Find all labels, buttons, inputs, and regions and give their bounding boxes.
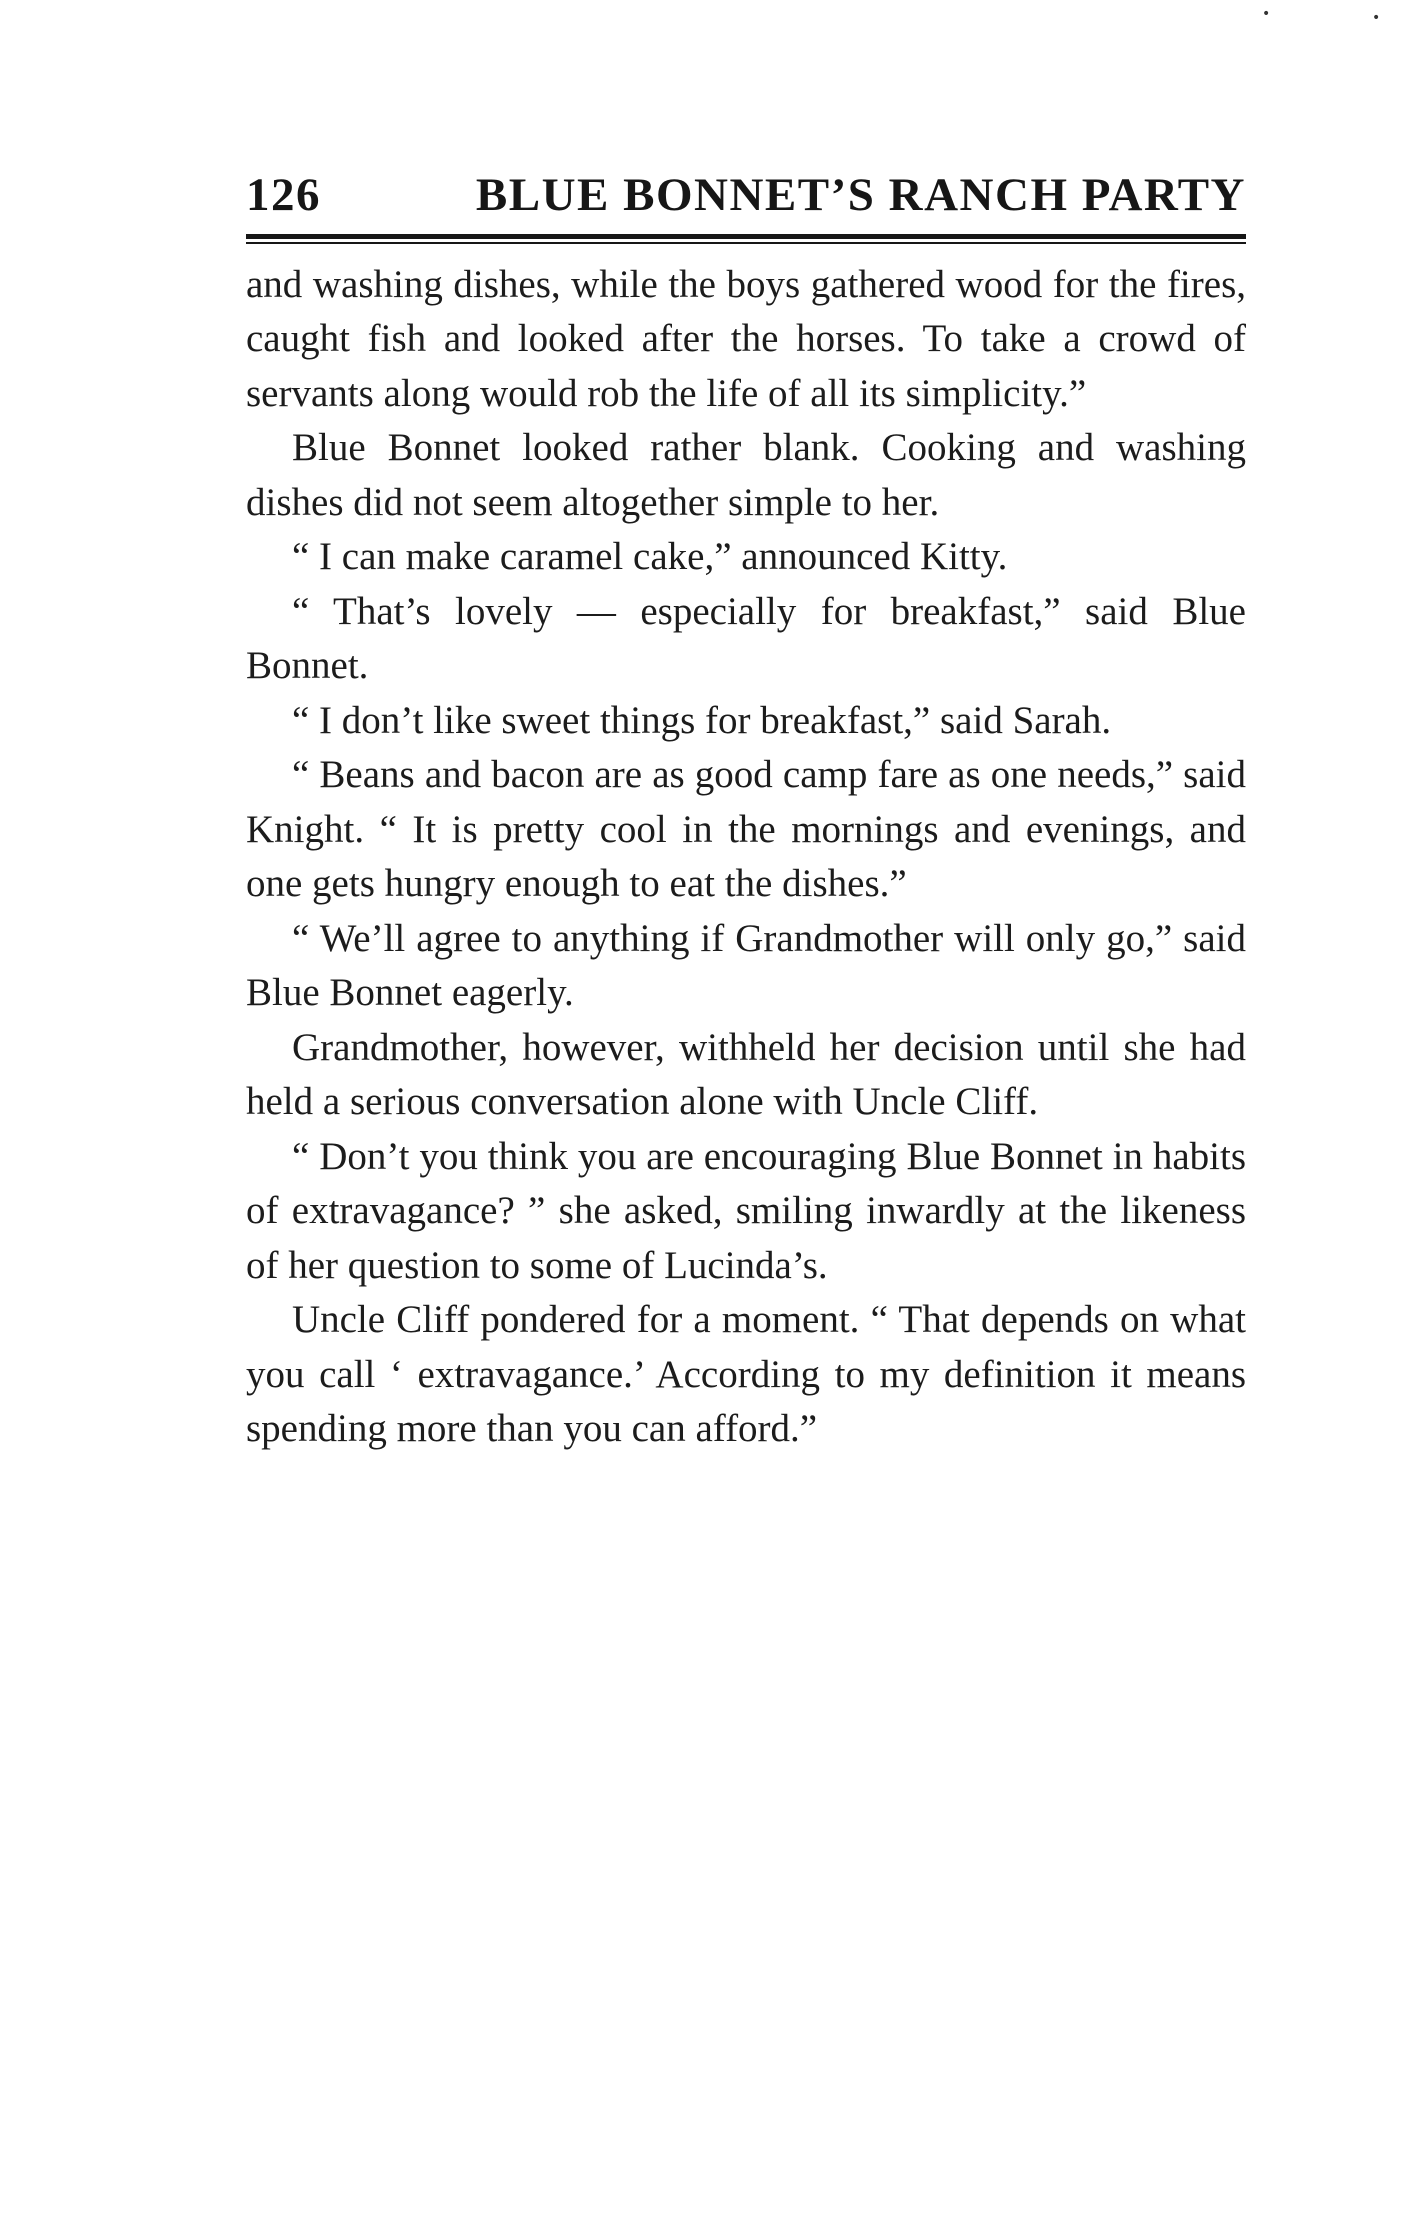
header-rule-thick — [246, 234, 1246, 239]
paragraph: “ Beans and bacon are as good camp fare as one needs,” said Knight. “ It is pretty cool in the mornings and evenings, and one gets hungry enough to eat the dishes.” — [246, 753, 1246, 906]
running-title: BLUE BONNET’S RANCH PARTY — [475, 169, 1246, 221]
paragraph: Grandmother, however, withheld her decision until she had held a serious conversation alone with Uncle Cliff. — [246, 1025, 1246, 1124]
body-text — [246, 258, 1246, 1457]
paragraph: Blue Bonnet looked rather blank. Cooking and washing dishes did not seem altogether simple to her. — [246, 426, 1246, 524]
book-page — [246, 170, 1246, 1457]
scan-speck: • — [1372, 10, 1381, 26]
paragraph: “ I can make caramel cake,” announced Kitty. — [292, 535, 1008, 579]
paragraph: and washing dishes, while the boys gathered wood for the fires, caught fish and looked after the horses. To take a crowd of servants along would rob the life of all its simplicity.” — [246, 262, 1246, 415]
scan-speck: • — [1262, 6, 1271, 22]
running-head — [246, 170, 1246, 222]
paragraph: “ I don’t like sweet things for breakfast,” said Sarah. — [292, 698, 1112, 742]
paragraph: “ Don’t you think you are encouraging Blue Bonnet in habits of extravagance? ” she asked, smiling inwardly at the likeness of her question to some of Lucinda’s. — [246, 1134, 1246, 1287]
paragraph: “ We’ll agree to anything if Grandmother will only go,” said Blue Bonnet eagerly. — [246, 916, 1246, 1015]
header-rule-thin — [246, 242, 1246, 244]
page-number: 126 — [246, 169, 321, 221]
paragraph: Uncle Cliff pondered for a moment. “ That depends on what you call ‘ extravagance.’ According to my definition it means spending more than you can afford.” — [246, 1298, 1246, 1451]
paragraph: “ That’s lovely — especially for breakfast,” said Blue Bonnet. — [246, 589, 1246, 688]
